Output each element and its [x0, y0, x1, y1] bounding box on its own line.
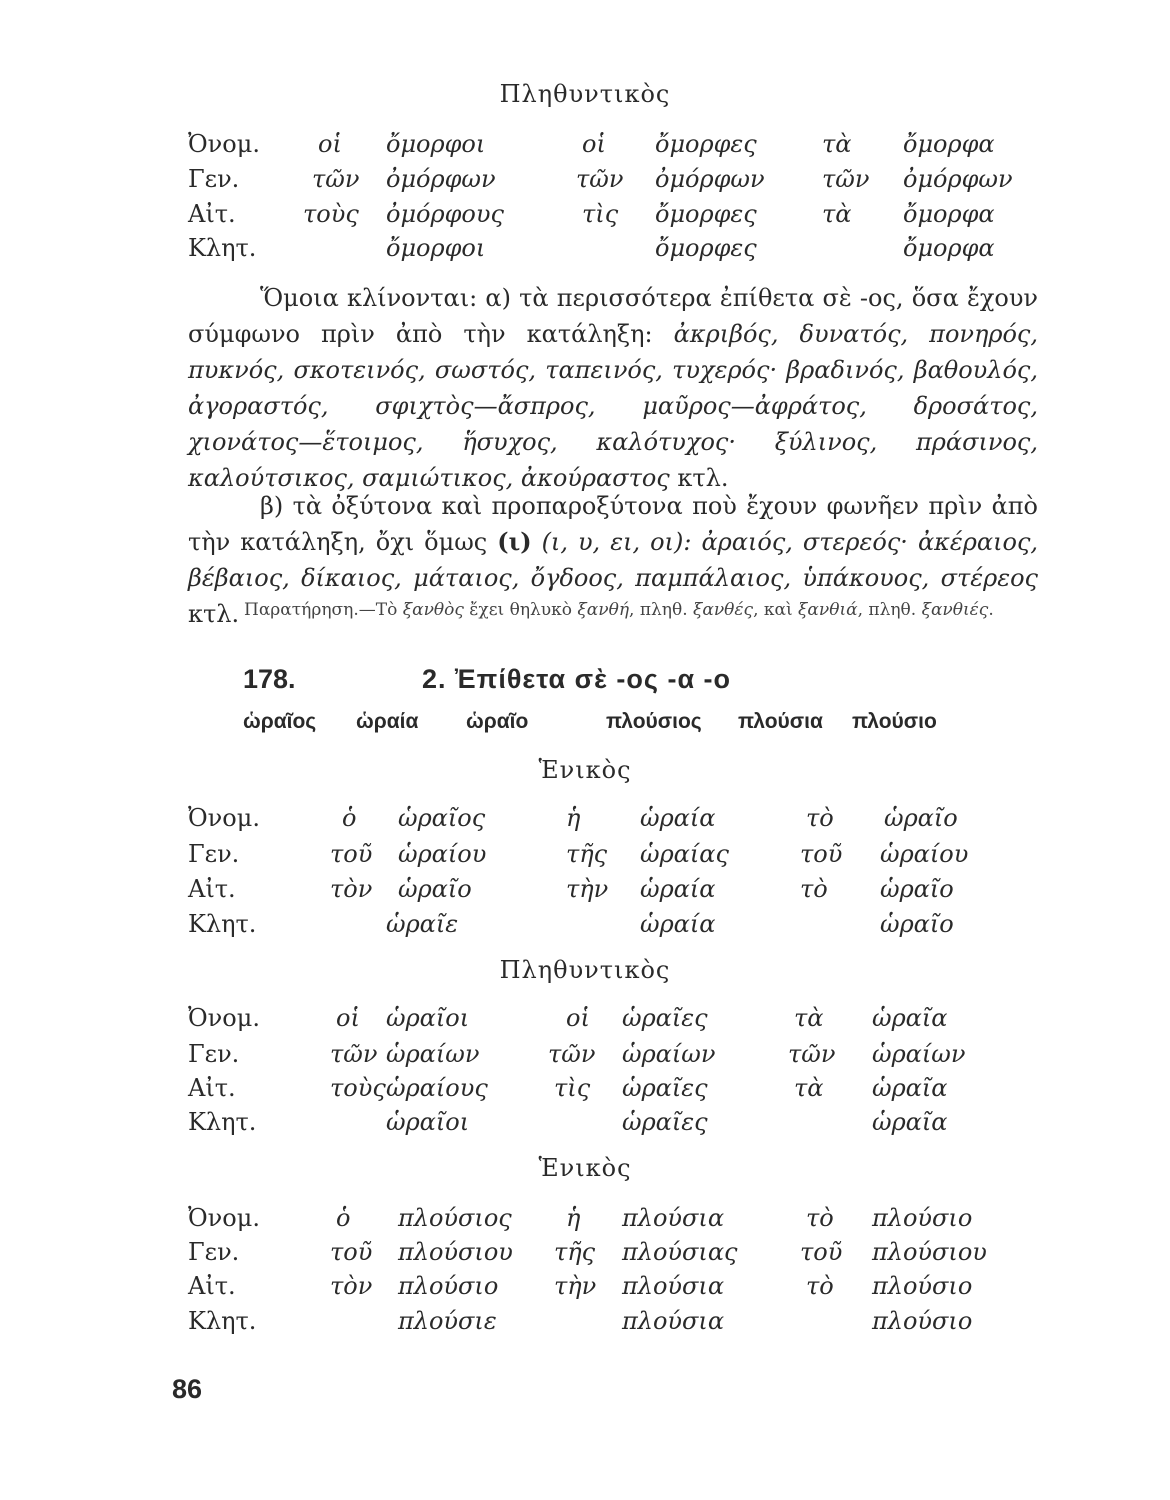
word-form: ὄμορφα — [903, 200, 995, 228]
table-row — [0, 200, 1170, 234]
word-form: ὡραῖες — [622, 1004, 708, 1032]
case-label: Κλητ. — [188, 1307, 257, 1335]
case-label: Ὀνομ. — [188, 804, 260, 832]
word-form: πλούσιος — [398, 1204, 512, 1232]
case-label: Κλητ. — [188, 910, 257, 938]
article: τῶν — [548, 1040, 596, 1068]
article: ὁ — [342, 804, 357, 832]
word-form: ὡραίων — [386, 1040, 480, 1068]
note-word: ξανθές — [693, 600, 754, 620]
note-text: , πληθ. — [857, 600, 922, 620]
article: τοὺς — [330, 1074, 386, 1102]
paragraph-a-examples: ἀκριβός, δυνατός, πονηρός, πυκνός, σκοτεινός, σωστός, ταπεινός, τυχερός· βραδινός, βαθουλός, ἀγοραστός, σφιχτὸς—ἄσπρος, μαῦρος—ἀφράτος, δροσάτος, χιονάτος—ἕτοιμος, ἥσυχος, καλότυχος· ξύλινος, πράσινος, καλούτσικος, σαμιώτικος, ἀκούραστος — [188, 320, 1039, 492]
article: τοῦ — [330, 840, 373, 868]
word-form: ὡραῖε — [386, 910, 459, 938]
article: τοῦ — [800, 840, 843, 868]
word-form: ὡραία — [640, 875, 716, 903]
table-row — [0, 804, 1170, 838]
word-form: ὡραῖα — [872, 1004, 948, 1032]
word-form: ὄμορφοι — [386, 130, 486, 158]
paragraph-a-end: κτλ. — [669, 464, 729, 492]
table-row — [0, 1238, 1170, 1272]
article: τῶν — [822, 165, 870, 193]
table-row — [0, 1074, 1170, 1108]
note-word: ξανθή — [577, 600, 630, 620]
table-row — [0, 875, 1170, 909]
article: τὸ — [806, 804, 834, 832]
word-form: πλούσιο — [872, 1272, 973, 1300]
paragraph-b-vowels: (ι, υ, ει, οι): — [531, 528, 702, 556]
section-title: 2. Ἐπίθετα σὲ -ος -α -ο — [422, 664, 732, 694]
word-form: ὀμόρφων — [903, 165, 1013, 193]
table-row — [0, 840, 1170, 874]
form-label: πλούσιος — [606, 710, 702, 733]
word-form: πλούσια — [622, 1272, 725, 1300]
word-form: πλούσιου — [398, 1238, 513, 1266]
article: τὰ — [822, 200, 852, 228]
article: οἱ — [582, 130, 606, 158]
article: ἡ — [566, 1204, 581, 1232]
word-form: ὡραίων — [872, 1040, 966, 1068]
word-form: πλούσιε — [398, 1307, 497, 1335]
word-form: ὡραῖοι — [386, 1108, 470, 1136]
word-form: ὡραῖες — [622, 1074, 708, 1102]
form-label: πλούσιο — [852, 710, 937, 733]
word-form: ὡραῖο — [880, 875, 954, 903]
table-row — [0, 165, 1170, 199]
note-label: Παρατήρηση.—Τὸ — [244, 600, 403, 620]
case-label: Αἰτ. — [188, 875, 236, 903]
table-row — [0, 1040, 1170, 1074]
article: τῶν — [576, 165, 624, 193]
word-form: ὄμορφα — [903, 130, 995, 158]
note-text: . — [988, 600, 994, 620]
article: τῶν — [312, 165, 360, 193]
table-row — [0, 234, 1170, 268]
word-form: ὡραίους — [386, 1074, 488, 1102]
article: τὰ — [822, 130, 852, 158]
word-form: ὡραῖο — [884, 804, 958, 832]
word-form: ὀμόρφων — [655, 165, 765, 193]
table-row — [0, 1204, 1170, 1238]
word-form: ὄμορφες — [655, 200, 757, 228]
table-row — [0, 1272, 1170, 1306]
note-word: ξανθιές — [921, 600, 989, 620]
word-form: ὡραῖο — [880, 910, 954, 938]
article: οἱ — [318, 130, 342, 158]
word-form: ὀμόρφους — [386, 200, 504, 228]
word-form: ὄμορφες — [655, 234, 757, 262]
article: τοῦ — [330, 1238, 373, 1266]
word-form: πλούσιου — [872, 1238, 987, 1266]
case-label: Κλητ. — [188, 234, 257, 262]
article: ἡ — [566, 804, 581, 832]
article: τοὺς — [303, 200, 359, 228]
word-form: ὡραία — [640, 910, 716, 938]
article: τῶν — [330, 1040, 378, 1068]
paragraph-b-end: κτλ. — [188, 600, 240, 628]
paragraph-b-examples: ἀραιός, στερεός· ἀκέραιος, βέβαιος, δίκαιος, μάταιος, ὄγδοος, παμπάλαιος, ὑπάκουος, στέρεος — [188, 528, 1039, 592]
article: τῶν — [788, 1040, 836, 1068]
note — [188, 594, 1038, 626]
article: τὴν — [554, 1272, 597, 1300]
word-form: πλούσιο — [872, 1307, 973, 1335]
article: τὴν — [566, 875, 609, 903]
case-label: Αἰτ. — [188, 200, 236, 228]
word-form: ὡραῖα — [872, 1108, 948, 1136]
case-label: Γεν. — [188, 165, 240, 193]
word-form: ὡραῖος — [398, 804, 486, 832]
form-label: ὡραῖος — [243, 710, 317, 733]
case-label: Ὀνομ. — [188, 130, 260, 158]
article: τὸν — [330, 875, 373, 903]
case-label: Ὀνομ. — [188, 1004, 260, 1032]
case-label: Γεν. — [188, 1040, 240, 1068]
table-row — [0, 1108, 1170, 1142]
case-label: Γεν. — [188, 1238, 240, 1266]
article: τὸ — [806, 1272, 834, 1300]
word-form: ὡραῖα — [872, 1074, 948, 1102]
word-form: ὡραῖες — [622, 1108, 708, 1136]
word-form: ὡραῖοι — [386, 1004, 470, 1032]
word-form: ὡραίας — [640, 840, 729, 868]
word-form: ὡραία — [640, 804, 716, 832]
word-form: πλούσιο — [398, 1272, 499, 1300]
paragraph-a-intro: Ὅμοια κλίνονται: α) τὰ περισσότερα ἐπίθετα σὲ -ος, ὅσα ἔχουν σύμφωνο πρὶν ἀπὸ τὴν κατάληξη: — [188, 284, 1038, 348]
article: τὸ — [806, 1204, 834, 1232]
table-row — [0, 130, 1170, 164]
note-word: ξανθὸς — [402, 600, 464, 620]
case-label: Ὀνομ. — [188, 1204, 260, 1232]
table-heading-plural-2: Πληθυντικὸς — [499, 956, 671, 984]
table-heading-singular-1: Ἑνικὸς — [538, 756, 632, 784]
word-form: ὡραίου — [398, 840, 487, 868]
word-form: πλούσιο — [872, 1204, 973, 1232]
note-text: ἔχει θηλυκὸ — [463, 600, 578, 620]
case-label: Κλητ. — [188, 1108, 257, 1136]
article: τὸν — [330, 1272, 373, 1300]
form-label: πλούσια — [738, 710, 823, 733]
section-forms — [0, 710, 1170, 740]
table-heading-plural-1: Πληθυντικὸς — [499, 80, 671, 108]
table-row — [0, 910, 1170, 944]
article: τὸ — [800, 875, 828, 903]
word-form: ὄμορφες — [655, 130, 757, 158]
word-form: πλούσιας — [622, 1238, 738, 1266]
paragraph-b-iota: (ι) — [497, 527, 532, 556]
word-form: ὡραίων — [622, 1040, 716, 1068]
word-form: ὡραῖο — [398, 875, 472, 903]
note-text: , πληθ. — [629, 600, 693, 620]
table-heading-singular-2: Ἑνικὸς — [538, 1154, 632, 1182]
word-form: ὄμορφα — [903, 234, 995, 262]
case-label: Αἰτ. — [188, 1272, 236, 1300]
word-form: ὀμόρφων — [386, 165, 496, 193]
word-form: ὄμορφοι — [386, 234, 486, 262]
form-label: ὡραία — [356, 710, 419, 733]
article: τὶς — [554, 1074, 591, 1102]
article: τὶς — [582, 200, 619, 228]
article: οἱ — [336, 1004, 360, 1032]
article: τῆς — [554, 1238, 596, 1266]
article: ὁ — [336, 1204, 351, 1232]
form-label: ὡραῖο — [466, 710, 529, 733]
paragraph-b-intro: β) τὰ ὀξύτονα καὶ προπαροξύτονα ποὺ ἔχουν φωνῆεν πρὶν ἀπὸ τὴν κατάληξη, ὄχι ὅμως — [188, 492, 1038, 556]
case-label: Αἰτ. — [188, 1074, 236, 1102]
article: τοῦ — [800, 1238, 843, 1266]
article: οἱ — [566, 1004, 590, 1032]
word-form: ὡραίου — [880, 840, 969, 868]
article: τὰ — [794, 1004, 824, 1032]
table-row — [0, 1307, 1170, 1341]
paragraph-a — [188, 280, 1038, 496]
note-word: ξανθιά — [798, 600, 858, 620]
case-label: Γεν. — [188, 840, 240, 868]
table-row — [0, 1004, 1170, 1038]
note-text: , καὶ — [753, 600, 799, 620]
section-number: 178. — [243, 664, 296, 694]
article: τῆς — [566, 840, 608, 868]
word-form: πλούσια — [622, 1204, 725, 1232]
article: τὰ — [794, 1074, 824, 1102]
page-number: 86 — [172, 1374, 203, 1404]
word-form: πλούσια — [622, 1307, 725, 1335]
